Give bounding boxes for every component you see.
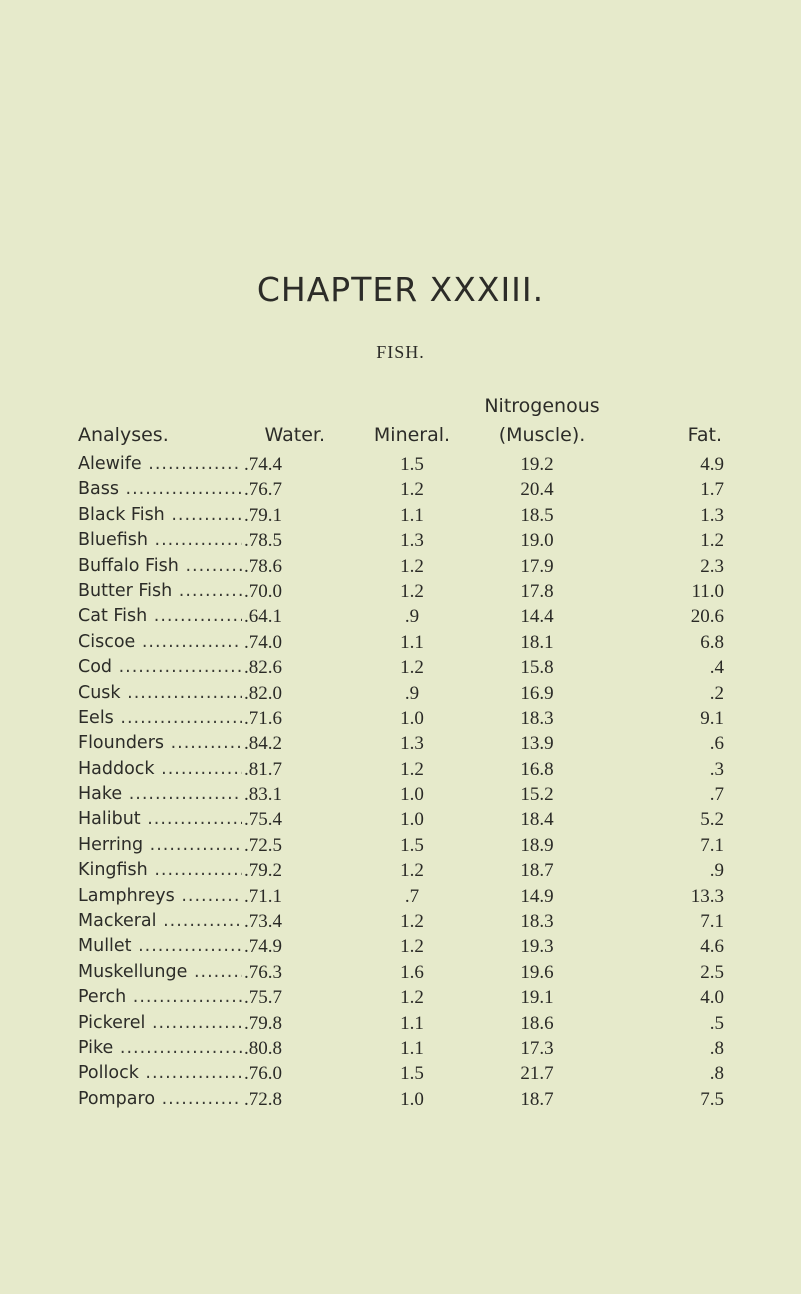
mineral-value: .7 [404, 885, 420, 907]
table-row [0, 655, 801, 680]
fish-name: Buffalo Fish ..... [78, 554, 248, 579]
nitrogenous-value: 19.0 [520, 530, 554, 552]
table-row [0, 731, 801, 756]
water-value: .72.8 [242, 1087, 329, 1112]
fish-name: Herring ..... [78, 833, 248, 858]
table-row [0, 528, 801, 553]
fish-name: Pomparo ..... [78, 1087, 248, 1112]
water-value: .74.9 [242, 934, 329, 959]
fat-value: 4.0 [700, 987, 724, 1009]
water-value: .82.0 [242, 681, 329, 706]
fat-value: .8 [709, 1037, 724, 1059]
fat-value: .2 [709, 682, 724, 704]
table-row [0, 909, 801, 934]
mineral-value: 1.3 [400, 530, 424, 552]
fat-value: 1.3 [700, 504, 724, 526]
water-value: .71.6 [242, 706, 329, 731]
fat-value: 9.1 [700, 707, 724, 729]
water-value: .76.7 [242, 477, 329, 502]
mineral-value: 1.2 [400, 911, 424, 933]
mineral-value: 1.0 [400, 707, 424, 729]
mineral-value: 1.2 [400, 479, 424, 501]
fish-name: Mullet ..... [78, 934, 248, 959]
mineral-value: 1.0 [400, 809, 424, 831]
mineral-value: .9 [404, 606, 420, 628]
water-value: .78.6 [242, 554, 329, 579]
water-value: .71.1 [242, 884, 329, 909]
mineral-value: 1.5 [400, 454, 424, 475]
water-value: .79.8 [242, 1011, 329, 1036]
water-value: .74.4 [242, 452, 329, 477]
table-row [0, 630, 801, 655]
fat-value: .6 [709, 733, 724, 755]
fat-value: .5 [709, 1012, 724, 1034]
table-row [0, 934, 801, 959]
nitrogenous-value: 14.9 [520, 885, 554, 907]
nitrogenous-value: 18.1 [520, 631, 554, 653]
nitrogenous-value: 13.9 [520, 733, 554, 755]
nitrogenous-value: 14.4 [520, 606, 554, 628]
mineral-value: 1.2 [400, 860, 424, 882]
fat-value: 4.9 [700, 454, 724, 475]
fish-name: Perch ..... [78, 985, 248, 1010]
fish-name: Muskellunge ..... [78, 960, 248, 985]
nitrogenous-value: 17.3 [520, 1037, 554, 1059]
table-row [0, 807, 801, 832]
fat-value: .8 [709, 1063, 724, 1085]
table-row [0, 1036, 801, 1061]
fish-name: Pickerel ..... [78, 1011, 248, 1036]
water-value: .81.7 [242, 757, 329, 782]
fat-value: 1.7 [700, 479, 724, 501]
nitrogenous-value: 18.9 [520, 834, 554, 856]
header-fat: Fat. [687, 424, 722, 446]
water-value: .79.1 [242, 503, 329, 528]
water-value: .78.5 [242, 528, 329, 553]
mineral-value: 1.5 [400, 1063, 424, 1085]
nitrogenous-value: 19.3 [520, 936, 554, 958]
nitrogenous-value: 21.7 [520, 1063, 554, 1085]
water-value: .75.7 [242, 985, 329, 1010]
fish-name: Eels ..... [78, 706, 248, 731]
fish-name: Kingfish ..... [78, 858, 248, 883]
header-mineral: Mineral. [373, 424, 451, 446]
table-row [0, 833, 801, 858]
table-row [0, 884, 801, 909]
water-value: .76.0 [242, 1061, 329, 1086]
nitrogenous-value: 16.9 [520, 682, 554, 704]
nitrogenous-value: 18.5 [520, 504, 554, 526]
fish-name: Black Fish ..... [78, 503, 248, 528]
mineral-value: 1.0 [400, 784, 424, 806]
nitrogenous-value: 19.6 [520, 961, 554, 983]
water-value: .80.8 [242, 1036, 329, 1061]
table-row [0, 858, 801, 883]
fat-value: .9 [709, 860, 724, 882]
fish-name: Ciscoe ..... [78, 630, 248, 655]
analysis-table [0, 452, 801, 1112]
fat-value: 7.5 [700, 1088, 724, 1110]
fat-value: .4 [709, 657, 724, 679]
nitrogenous-value: 17.9 [520, 555, 554, 577]
mineral-value: 1.5 [400, 834, 424, 856]
fish-name: Butter Fish ..... [78, 579, 248, 604]
fish-name: Cusk ..... [78, 681, 248, 706]
mineral-value: 1.0 [400, 1088, 424, 1110]
nitrogenous-value: 17.8 [520, 580, 554, 602]
mineral-value: 1.2 [400, 580, 424, 602]
nitrogenous-value: 16.8 [520, 758, 554, 780]
mineral-value: 1.2 [400, 758, 424, 780]
table-row [0, 1061, 801, 1086]
table-row [0, 1011, 801, 1036]
water-value: .73.4 [242, 909, 329, 934]
fish-name: Cat Fish ..... [78, 604, 248, 629]
fat-value: 2.3 [700, 555, 724, 577]
table-row [0, 782, 801, 807]
header-muscle: (Muscle). [498, 424, 586, 446]
nitrogenous-value: 18.3 [520, 707, 554, 729]
mineral-value: 1.1 [400, 631, 424, 653]
mineral-value: 1.6 [400, 961, 424, 983]
fish-name: Mackeral ..... [78, 909, 248, 934]
fish-name: Pike ..... [78, 1036, 248, 1061]
mineral-value: 1.1 [400, 1012, 424, 1034]
table-row [0, 604, 801, 629]
mineral-value: 1.2 [400, 657, 424, 679]
header-water: Water. [264, 424, 325, 446]
table-row [0, 985, 801, 1010]
fish-name: Bluefish ..... [78, 528, 248, 553]
table-row [0, 452, 801, 477]
table-row [0, 681, 801, 706]
water-value: .79.2 [242, 858, 329, 883]
mineral-value: 1.1 [400, 504, 424, 526]
fat-value: 13.3 [690, 885, 724, 907]
section-title: FISH. [376, 342, 425, 362]
fat-value: 11.0 [691, 580, 724, 602]
fish-name: Halibut ..... [78, 807, 248, 832]
nitrogenous-value: 15.2 [520, 784, 554, 806]
table-row [0, 757, 801, 782]
fat-value: 7.1 [700, 834, 724, 856]
nitrogenous-value: 19.1 [520, 987, 554, 1009]
table-row [0, 554, 801, 579]
water-value: .84.2 [242, 731, 329, 756]
water-value: .82.6 [242, 655, 329, 680]
mineral-value: 1.2 [400, 936, 424, 958]
table-row [0, 503, 801, 528]
fat-value: 2.5 [700, 961, 724, 983]
nitrogenous-value: 15.8 [520, 657, 554, 679]
water-value: .83.1 [242, 782, 329, 807]
fish-name: Hake ..... [78, 782, 248, 807]
mineral-value: 1.2 [400, 555, 424, 577]
nitrogenous-value: 19.2 [520, 454, 554, 475]
fish-name: Cod ..... [78, 655, 248, 680]
water-value: .75.4 [242, 807, 329, 832]
nitrogenous-value: 18.6 [520, 1012, 554, 1034]
fat-value: 5.2 [700, 809, 724, 831]
water-value: .76.3 [242, 960, 329, 985]
fish-name: Lamphreys ..... [78, 884, 248, 909]
fat-value: 20.6 [690, 606, 724, 628]
water-value: .70.0 [242, 579, 329, 604]
mineral-value: 1.3 [400, 733, 424, 755]
water-value: .64.1 [242, 604, 329, 629]
nitrogenous-value: 18.7 [520, 860, 554, 882]
nitrogenous-value: 18.4 [520, 809, 554, 831]
table-row [0, 1087, 801, 1112]
header-analyses: Analyses. [78, 424, 169, 446]
fish-name: Haddock ..... [78, 757, 248, 782]
fat-value: .3 [709, 758, 724, 780]
fish-name: Bass ..... [78, 477, 248, 502]
table-row [0, 960, 801, 985]
mineral-value: 1.2 [400, 987, 424, 1009]
fat-value: .7 [709, 784, 724, 806]
table-row [0, 706, 801, 731]
water-value: .74.0 [242, 630, 329, 655]
header-nitrogenous: Nitrogenous [484, 395, 600, 417]
nitrogenous-value: 20.4 [520, 479, 554, 501]
mineral-value: .9 [404, 682, 420, 704]
fish-name: Pollock ..... [78, 1061, 248, 1086]
nitrogenous-value: 18.7 [520, 1088, 554, 1110]
water-value: .72.5 [242, 833, 329, 858]
fat-value: 4.6 [700, 936, 724, 958]
nitrogenous-value: 18.3 [520, 911, 554, 933]
table-row [0, 477, 801, 502]
fat-value: 6.8 [700, 631, 724, 653]
fish-name: Flounders ..... [78, 731, 248, 756]
mineral-value: 1.1 [400, 1037, 424, 1059]
chapter-title: CHAPTER XXXIII. [256, 270, 545, 309]
fat-value: 1.2 [700, 530, 724, 552]
fat-value: 7.1 [700, 911, 724, 933]
fish-name: Alewife ..... [78, 452, 248, 477]
table-row [0, 579, 801, 604]
